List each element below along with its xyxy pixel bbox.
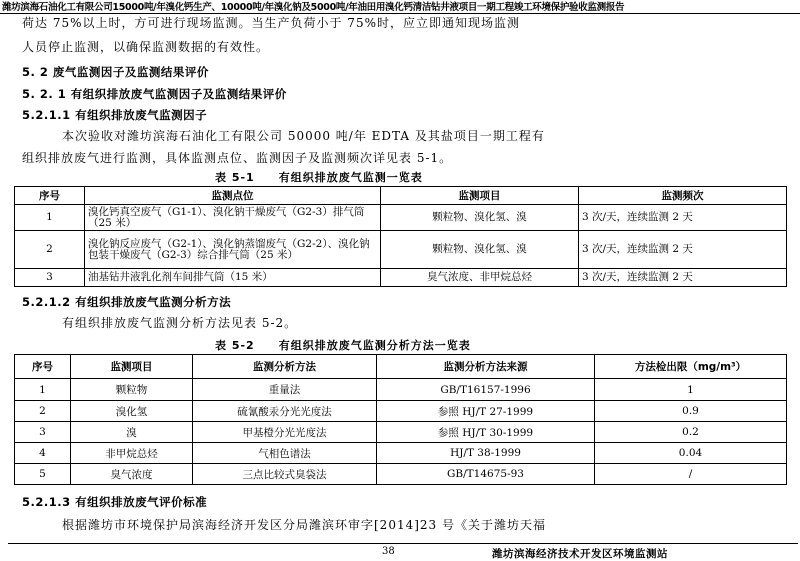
cell-source: GB/T16157-1996 bbox=[377, 379, 595, 401]
th-limit: 方法检出限（mg/m³） bbox=[595, 355, 787, 379]
heading-5-2: 5. 2 废气监测因子及监测结果评价 bbox=[22, 65, 209, 79]
table-header-row bbox=[15, 355, 787, 379]
table-5-2 bbox=[14, 354, 787, 485]
cell-limit: 1 bbox=[595, 379, 787, 401]
page-header bbox=[0, 0, 800, 14]
th-items: 监测项目 bbox=[381, 187, 579, 205]
th-point: 监测点位 bbox=[85, 187, 381, 205]
cell-point: 油基钻井液乳化剂车间排气筒（15 米） bbox=[85, 269, 381, 287]
cell-item: 臭气浓度 bbox=[71, 464, 193, 485]
cell-no: 1 bbox=[15, 205, 85, 231]
cell-freq: 3 次/天，连续监测 2 天 bbox=[579, 231, 787, 269]
cell-method: 甲基橙分光光度法 bbox=[193, 422, 377, 443]
cell-item: 非甲烷总烃 bbox=[71, 443, 193, 464]
cell-no: 2 bbox=[15, 231, 85, 269]
cell-source: 参照 HJ/T 30-1999 bbox=[377, 422, 595, 443]
cell-method: 三点比较式臭袋法 bbox=[193, 464, 377, 485]
para-5211-line-1: 本次验收对潍坊滨海石油化工有限公司 50000 吨/年 EDTA 及其盐项目一期工程有 bbox=[62, 129, 545, 143]
table-row bbox=[15, 231, 787, 269]
cell-item: 颗粒物 bbox=[71, 379, 193, 401]
cell-freq: 3 次/天，连续监测 2 天 bbox=[579, 269, 787, 287]
cell-item: 溴化氢 bbox=[71, 401, 193, 422]
th-no: 序号 bbox=[15, 355, 71, 379]
table-5-2-caption: 表 5-2 有组织排放废气监测分析方法一览表 bbox=[215, 339, 471, 352]
th-no: 序号 bbox=[15, 187, 85, 205]
table-row bbox=[15, 422, 787, 443]
cell-source: HJ/T 38-1999 bbox=[377, 443, 595, 464]
cell-limit: 0.2 bbox=[595, 422, 787, 443]
para-5213: 根据潍坊市环境保护局滨海经济开发区分局潍滨环审字[2014]23 号《关于潍坊天福 bbox=[62, 518, 546, 532]
heading-5-2-1-2: 5.2.1.2 有组织排放废气监测分析方法 bbox=[22, 295, 232, 309]
th-item: 监测项目 bbox=[71, 355, 193, 379]
table-row bbox=[15, 443, 787, 464]
cell-item: 溴 bbox=[71, 422, 193, 443]
cell-source: GB/T14675-93 bbox=[377, 464, 595, 485]
cell-limit: 0.04 bbox=[595, 443, 787, 464]
footer-org: 潍坊滨海经济技术开发区环境监测站 bbox=[492, 548, 668, 560]
cell-method: 重量法 bbox=[193, 379, 377, 401]
intro-line-1: 荷达 75%以上时，方可进行现场监测。当生产负荷小于 75%时，应立即通知现场监测 bbox=[22, 16, 520, 30]
cell-no: 2 bbox=[15, 401, 71, 422]
table-5-1-caption: 表 5-1 有组织排放废气监测一览表 bbox=[215, 171, 423, 184]
cell-point: 溴化钙真空废气（G1-1）、溴化钠干燥废气（G2-3）排气筒（25 米） bbox=[85, 205, 381, 231]
cell-no: 4 bbox=[15, 443, 71, 464]
cell-no: 3 bbox=[15, 269, 85, 287]
table-5-1 bbox=[14, 186, 787, 287]
cell-no: 1 bbox=[15, 379, 71, 401]
table-row bbox=[15, 464, 787, 485]
cell-items: 颗粒物、溴化氢、溴 bbox=[381, 205, 579, 231]
table-row bbox=[15, 379, 787, 401]
cell-limit: 0.9 bbox=[595, 401, 787, 422]
cell-limit: / bbox=[595, 464, 787, 485]
para-5211-line-2: 组织排放废气进行监测，具体监测点位、监测因子及监测频次详见表 5-1。 bbox=[22, 151, 453, 165]
cell-items: 颗粒物、溴化氢、溴 bbox=[381, 231, 579, 269]
cell-point: 溴化钠反应废气（G2-1）、溴化钠蒸馏废气（G2-2）、溴化钠包装干燥废气（G2-3）综合排气筒（25 米） bbox=[85, 231, 381, 269]
th-method: 监测分析方法 bbox=[193, 355, 377, 379]
cell-items: 臭气浓度、非甲烷总烃 bbox=[381, 269, 579, 287]
para-5212: 有组织排放废气监测分析方法见表 5-2。 bbox=[62, 316, 298, 330]
table-row bbox=[15, 401, 787, 422]
cell-source: 参照 HJ/T 27-1999 bbox=[377, 401, 595, 422]
intro-line-2: 人员停止监测，以确保监测数据的有效性。 bbox=[22, 40, 270, 54]
header-text: 潍坊滨海石油化工有限公司15000吨/年溴化钙生产、10000吨/年溴化钠及5000吨/年油田用溴化钙清洁钻井液项目一期工程竣工环境保护验收监测报告 bbox=[2, 2, 625, 13]
page-number: 38 bbox=[382, 546, 395, 557]
table-row bbox=[15, 269, 787, 287]
cell-method: 气相色谱法 bbox=[193, 443, 377, 464]
heading-5-2-1-3: 5.2.1.3 有组织排放废气评价标准 bbox=[22, 495, 208, 509]
th-freq: 监测频次 bbox=[579, 187, 787, 205]
cell-no: 3 bbox=[15, 422, 71, 443]
table-header-row bbox=[15, 187, 787, 205]
cell-freq: 3 次/天，连续监测 2 天 bbox=[579, 205, 787, 231]
table-row bbox=[15, 205, 787, 231]
footer-divider bbox=[8, 543, 798, 544]
th-source: 监测分析方法来源 bbox=[377, 355, 595, 379]
heading-5-2-1: 5. 2. 1 有组织排放废气监测因子及监测结果评价 bbox=[22, 87, 287, 101]
cell-no: 5 bbox=[15, 464, 71, 485]
cell-method: 硫氰酸汞分光光度法 bbox=[193, 401, 377, 422]
heading-5-2-1-1: 5.2.1.1 有组织排放废气监测因子 bbox=[22, 108, 208, 122]
